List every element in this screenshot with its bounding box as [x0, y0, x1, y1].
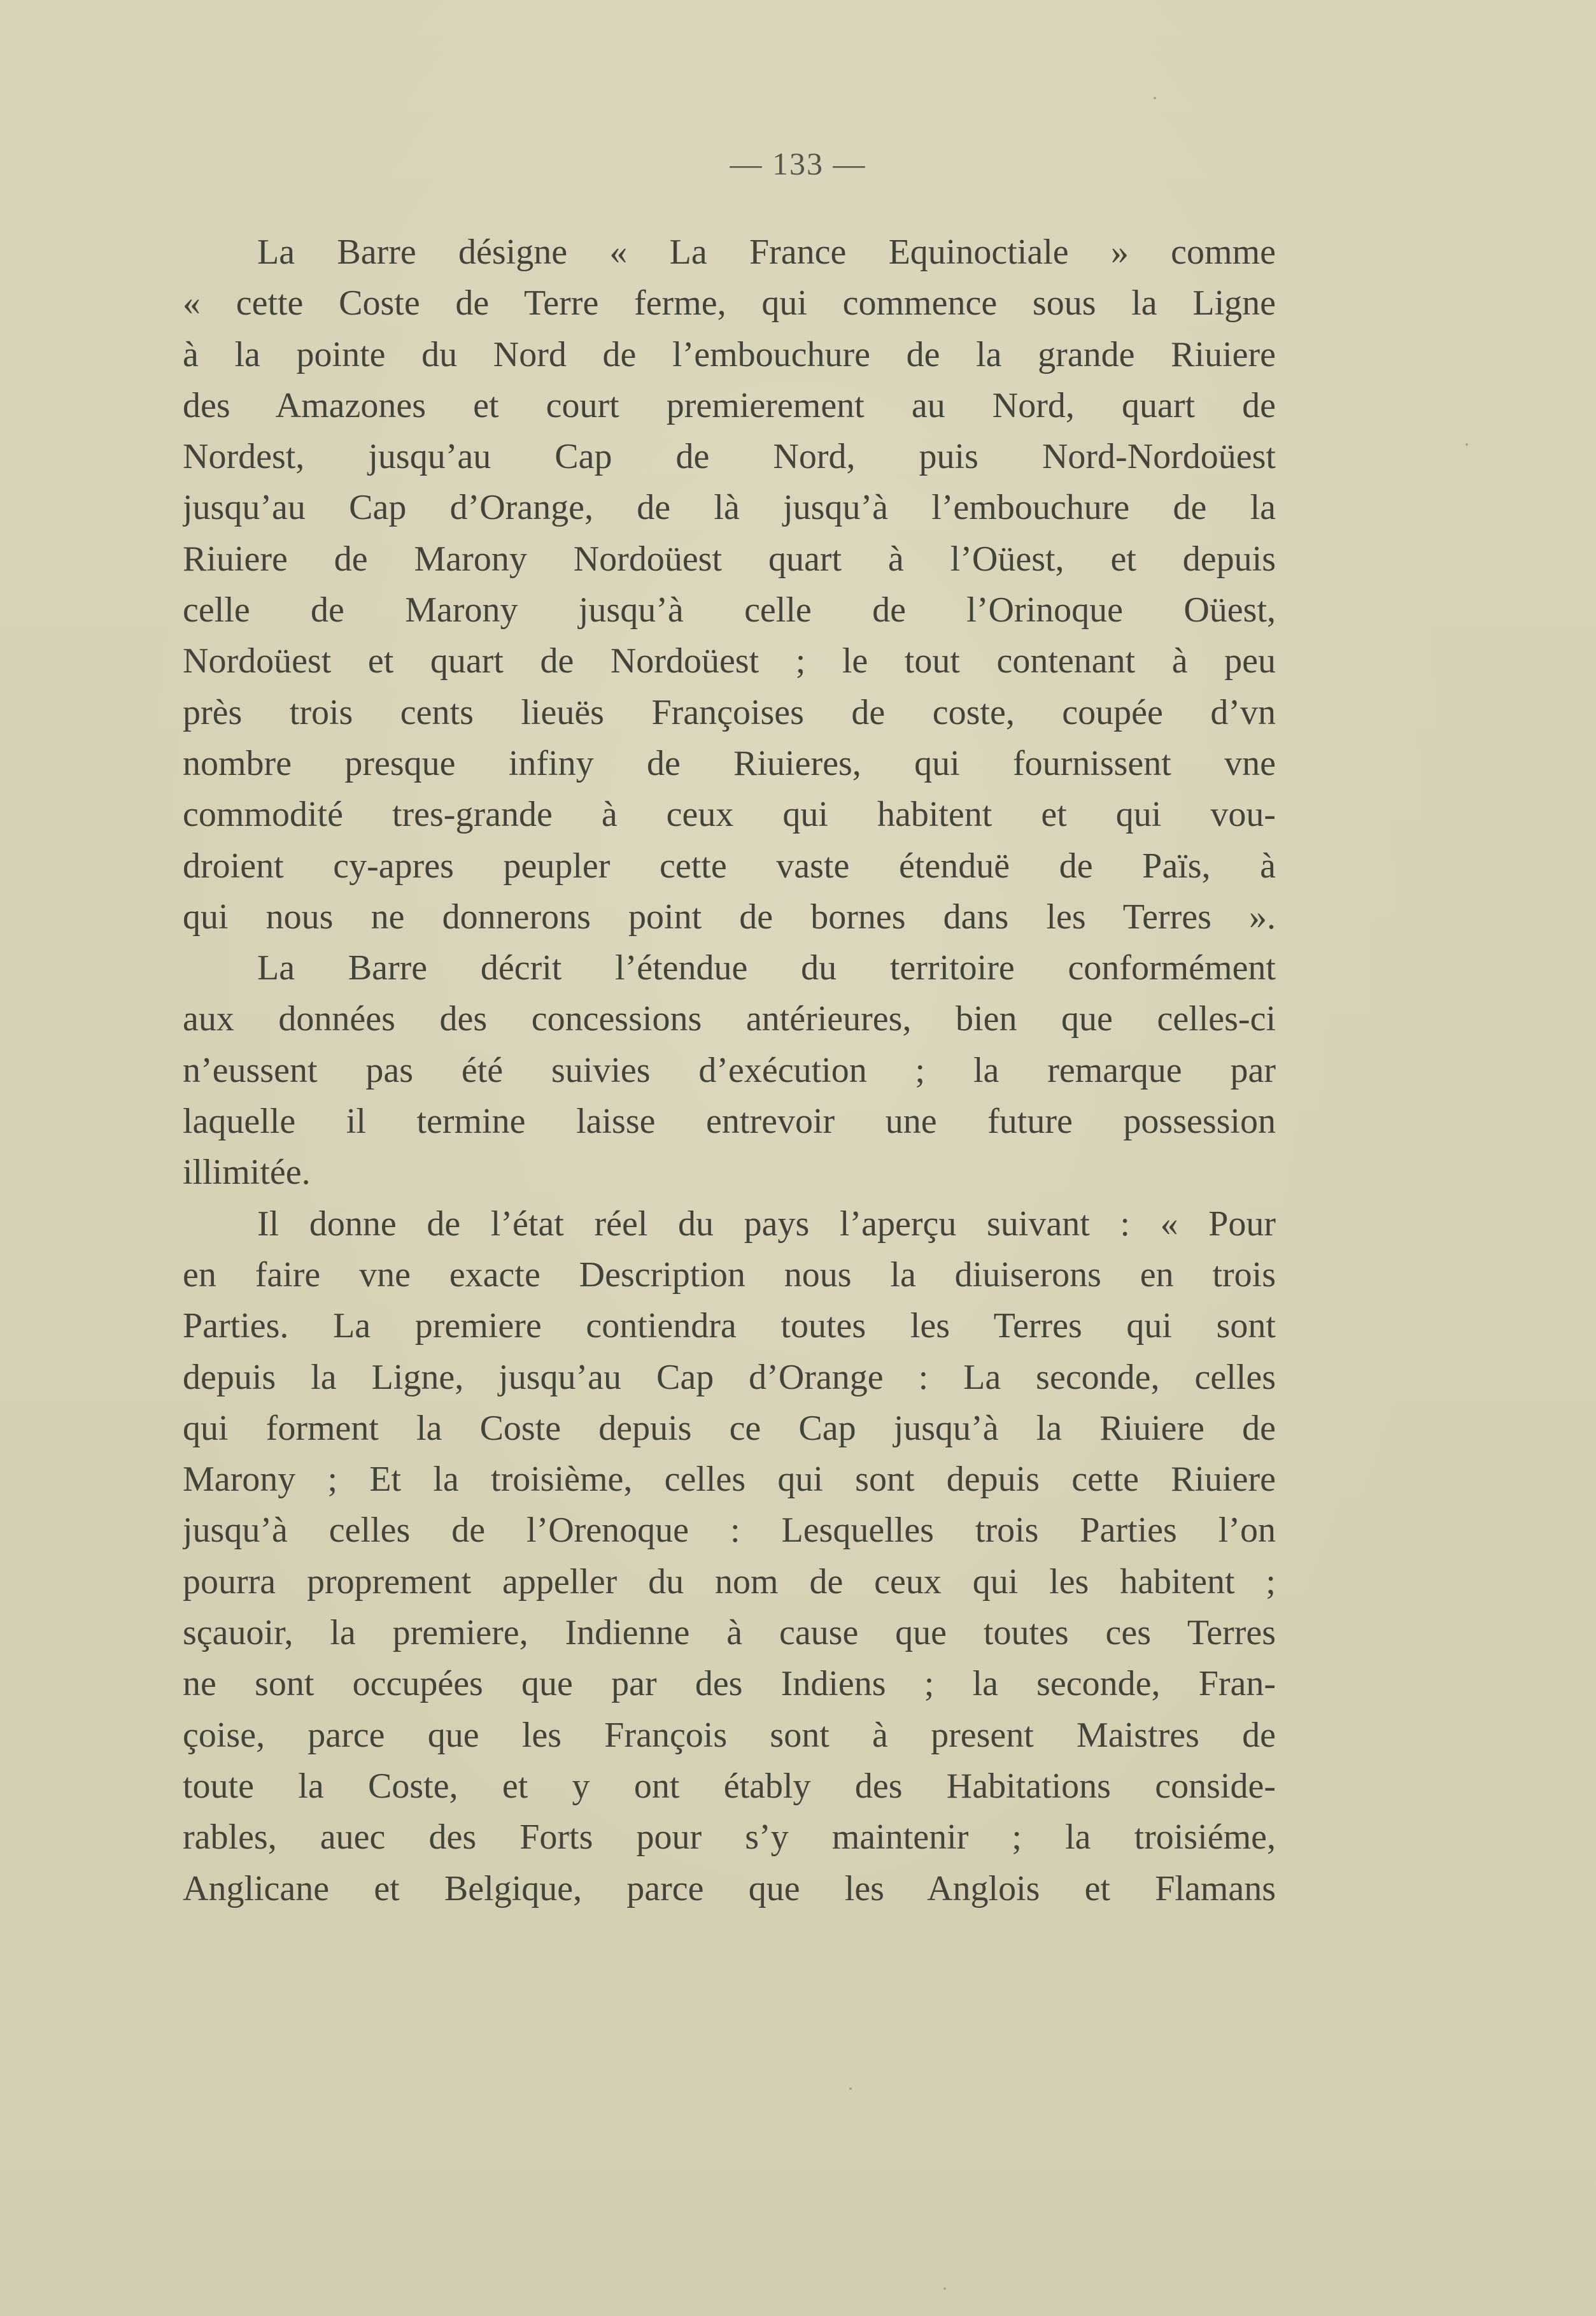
text-line: commodité tres-grande à ceux qui habitent et qui vou-: [183, 795, 1276, 835]
text-line: droient cy-apres peupler cette vaste étenduë de Païs, à: [183, 846, 1276, 886]
text-line: sçauoir, la premiere, Indienne à cause que toutes ces Terres: [183, 1613, 1276, 1653]
text-line: jusqu’à celles de l’Orenoque : Lesquelles trois Parties l’on: [183, 1510, 1276, 1551]
text-line: laquelle il termine laisse entrevoir une future possession: [183, 1102, 1276, 1142]
text-line: çoise, parce que les François sont à present Maistres de: [183, 1715, 1276, 1755]
text-line: depuis la Ligne, jusqu’au Cap d’Orange : La seconde, celles: [183, 1357, 1276, 1397]
page-number: — 133 —: [730, 146, 866, 181]
text-line: qui nous ne donnerons point de bornes dans les Terres ».: [183, 897, 1276, 937]
text-line: Il donne de l’état réel du pays l’aperçu suivant : « Pour: [257, 1204, 1276, 1244]
text-line: aux données des concessions antérieures, bien que celles-ci: [183, 999, 1276, 1039]
text-line: près trois cents lieuës Françoises de coste, coupée d’vn: [183, 692, 1276, 732]
text-line: jusqu’au Cap d’Orange, de là jusqu’à l’embouchure de la: [183, 488, 1276, 528]
paper-speck: [943, 2287, 946, 2290]
text-line: « cette Coste de Terre ferme, qui commence sous la Ligne: [183, 283, 1276, 323]
text-line: rables, auec des Forts pour s’y maintenir ; la troisiéme,: [183, 1817, 1276, 1858]
text-line: La Barre décrit l’étendue du territoire conformément: [257, 948, 1276, 988]
text-line: nombre presque infiny de Riuieres, qui fournissent vne: [183, 743, 1276, 783]
text-line: pourra proprement appeller du nom de ceux qui les habitent ;: [183, 1561, 1276, 1602]
paper-speck: [849, 2087, 852, 2090]
text-line: Nordest, jusqu’au Cap de Nord, puis Nord-Nordoüest: [183, 437, 1276, 477]
text-line: n’eussent pas été suivies d’exécution ; la remarque par: [183, 1050, 1276, 1090]
text-line: Nordoüest et quart de Nordoüest ; le tout contenant à peu: [183, 641, 1276, 681]
text-line: La Barre désigne « La France Equinoctiale » comme: [257, 232, 1276, 272]
text-line: toute la Coste, et y ont étably des Habitations conside-: [183, 1766, 1276, 1806]
paper-speck: [1154, 97, 1156, 99]
text-line: Riuiere de Marony Nordoüest quart à l’Oüest, et depuis: [183, 539, 1276, 579]
text-line: celle de Marony jusqu’à celle de l’Orinoque Oüest,: [183, 590, 1276, 630]
text-line: Anglicane et Belgique, parce que les Anglois et Flamans: [183, 1868, 1276, 1908]
text-line: Parties. La premiere contiendra toutes les Terres qui sont: [183, 1306, 1276, 1346]
text-line: des Amazones et court premierement au Nord, quart de: [183, 385, 1276, 425]
text-line: en faire vne exacte Description nous la diuiserons en trois: [183, 1254, 1276, 1295]
text-line: à la pointe du Nord de l’embouchure de la grande Riuiere: [183, 334, 1276, 374]
text-line: ne sont occupées que par des Indiens ; la seconde, Fran-: [183, 1664, 1276, 1704]
text-line: qui forment la Coste depuis ce Cap jusqu’à la Riuiere de: [183, 1408, 1276, 1448]
paper-speck: [1465, 443, 1468, 446]
body-text: [183, 227, 1276, 1914]
text-line: illimitée.: [183, 1153, 311, 1193]
text-line: Marony ; Et la troisième, celles qui sont depuis cette Riuiere: [183, 1460, 1276, 1500]
